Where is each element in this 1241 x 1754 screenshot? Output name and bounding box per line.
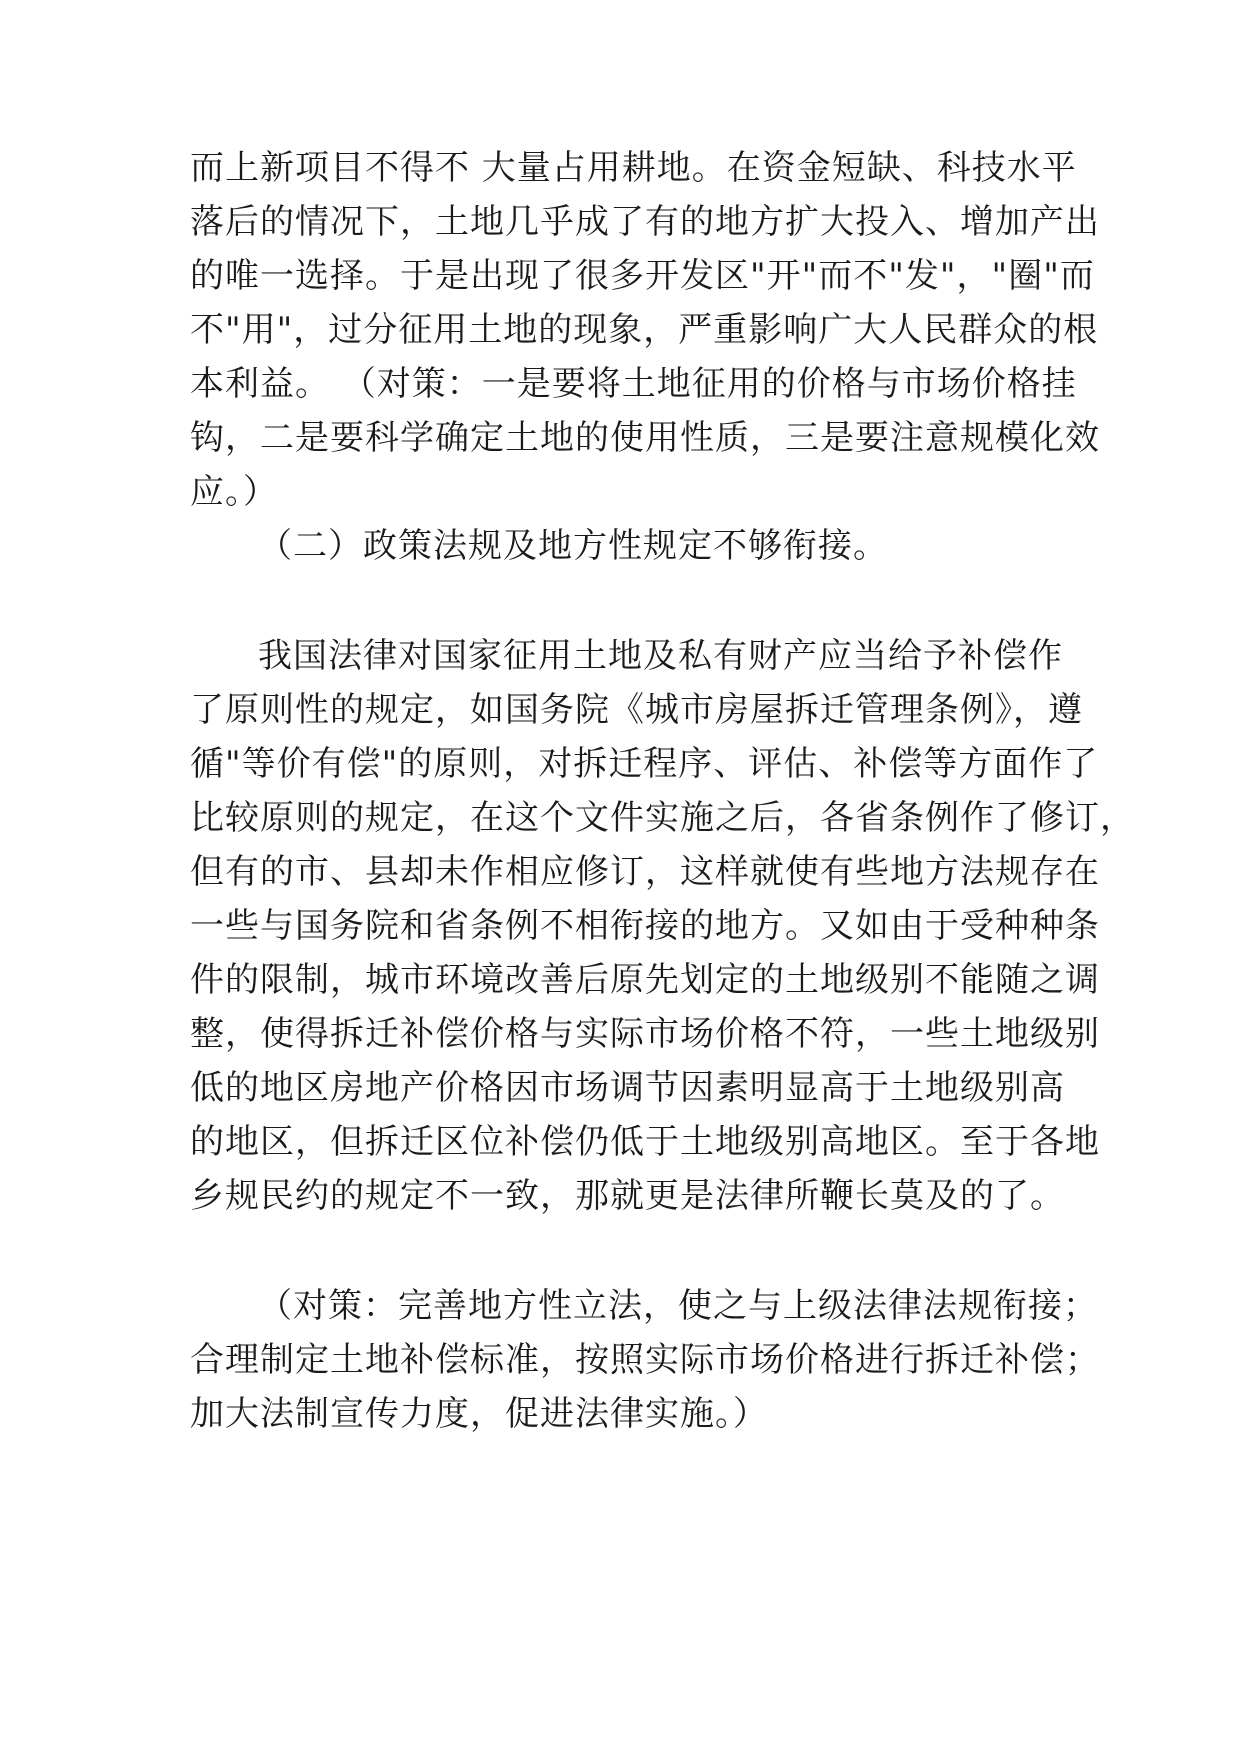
paragraph-line: 整，使得拆迁补偿价格与实际市场价格不符，一些土地级别 (190, 1014, 1100, 1054)
paragraph-line: 低的地区房地产价格因市场调节因素明显高于土地级别高 (190, 1068, 1065, 1108)
paragraph-line: 一些与国务院和省条例不相衔接的地方。又如由于受种种条 (190, 906, 1100, 946)
paragraph-line: 加大法制宣传力度，促进法律实施。） (190, 1394, 768, 1434)
paragraph-line: 循"等价有偿"的原则，对拆迁程序、评估、补偿等方面作了 (190, 744, 1099, 784)
paragraph-line: 的地区，但拆迁区位补偿仍低于土地级别高地区。至于各地 (190, 1122, 1100, 1162)
paragraph-line: 合理制定土地补偿标准，按照实际市场价格进行拆迁补偿； (190, 1340, 1100, 1380)
paragraph-line: 我国法律对国家征用土地及私有财产应当给予补偿作 (258, 636, 1063, 676)
paragraph-line: 比较原则的规定，在这个文件实施之后，各省条例作了修订， (190, 798, 1135, 838)
paragraph-line: 不"用"，过分征用土地的现象，严重影响广大人民群众的根 (190, 310, 1099, 350)
paragraph-line: 落后的情况下，土地几乎成了有的地方扩大投入、增加产出 (190, 202, 1100, 242)
paragraph-line: 钩，二是要科学确定土地的使用性质，三是要注意规模化效 (190, 418, 1100, 458)
paragraph-line: 件的限制，城市环境改善后原先划定的土地级别不能随之调 (190, 960, 1100, 1000)
paragraph-line: 的唯一选择。于是出现了很多开发区"开"而不"发"，"圈"而 (190, 256, 1095, 296)
paragraph-line: 而上新项目不得不 大量占用耕地。在资金短缺、科技水平 (190, 148, 1077, 188)
paragraph-line: 乡规民约的规定不一致，那就更是法律所鞭长莫及的了。 (190, 1176, 1065, 1216)
paragraph-line: 本利益。 （对策：一是要将土地征用的价格与市场价格挂 (190, 364, 1077, 404)
section-heading: （二）政策法规及地方性规定不够衔接。 (258, 526, 888, 566)
paragraph-line: 了原则性的规定，如国务院《城市房屋拆迁管理条例》，遵 (190, 690, 1083, 730)
paragraph-line: 应。） (190, 472, 278, 512)
paragraph-line: （对策：完善地方性立法，使之与上级法律法规衔接； (258, 1286, 1098, 1326)
paragraph-line: 但有的市、县却未作相应修订，这样就使有些地方法规存在 (190, 852, 1100, 892)
